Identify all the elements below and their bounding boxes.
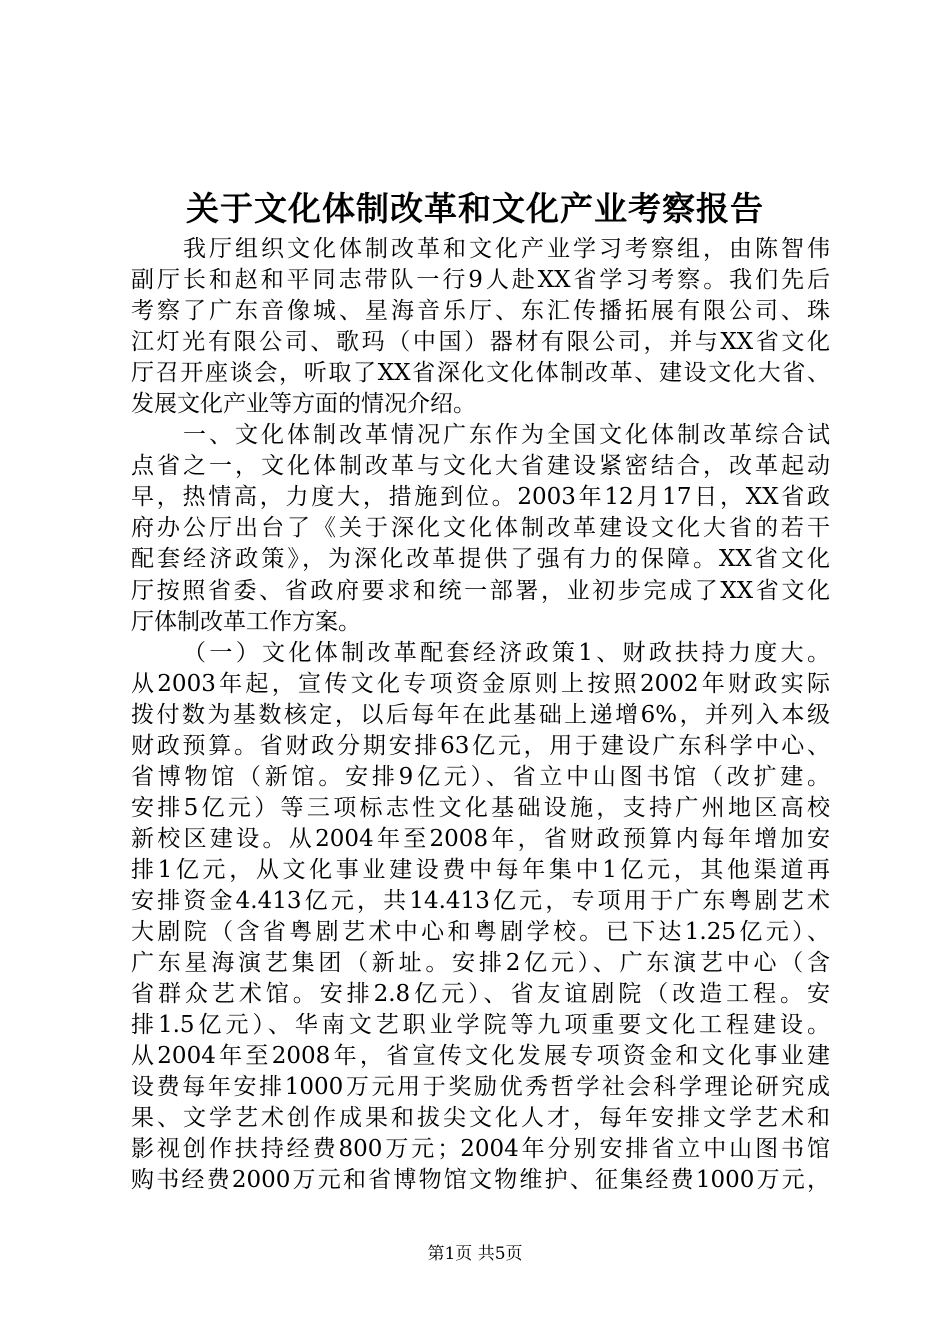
text-line: 财政预算。省财政分期安排63亿元，用于建设广东科学中心、: [131, 732, 830, 759]
text-line: 点省之一，文化体制改革与文化大省建设紧密结合，改革起动: [131, 453, 830, 480]
text-line: 副厅长和赵和平同志带队一行9人赴XX省学习考察。我们先后: [131, 267, 830, 294]
text-line: 排1亿元，从文化事业建设费中每年集中1亿元，其他渠道再: [131, 856, 830, 883]
page-number-footer: 第1页 共5页: [427, 1244, 523, 1264]
text-line: 购书经费2000万元和省博物馆文物维护、征集经费1000万元，: [131, 1167, 830, 1194]
text-line: 拨付数为基数核定，以后每年在此基础上递增6%，并列入本级: [131, 701, 830, 728]
text-line: 配套经济政策》，为深化改革提供了强有力的保障。XX省文化: [131, 546, 830, 573]
text-line: 从2004年至2008年，省宣传文化发展专项资金和文化事业建: [131, 1043, 830, 1070]
text-line: 省群众艺术馆。安排2.8亿元）、省友谊剧院（改造工程。安: [131, 981, 830, 1008]
text-line: （一）文化体制改革配套经济政策1、财政扶持力度大。: [183, 639, 830, 666]
text-line: 省博物馆（新馆。安排9亿元）、省立中山图书馆（改扩建。: [131, 763, 830, 790]
text-line: 安排5亿元）等三项标志性文化基础设施，支持广州地区高校: [131, 794, 830, 821]
text-line: 厅按照省委、省政府要求和统一部署，业初步完成了XX省文化: [131, 577, 830, 604]
text-line: 从2003年起，宣传文化专项资金原则上按照2002年财政实际: [131, 670, 830, 697]
text-line: 大剧院（含省粤剧艺术中心和粤剧学校。已下达1.25亿元）、: [131, 919, 830, 946]
document-body: [131, 234, 830, 1196]
text-line: 广东星海演艺集团（新址。安排2亿元）、广东演艺中心（含: [131, 950, 830, 977]
text-line: 厅体制改革工作方案。: [131, 608, 361, 635]
text-line: 发展文化产业等方面的情况介绍。: [131, 391, 476, 418]
text-line: 新校区建设。从2004年至2008年，省财政预算内每年增加安: [131, 825, 830, 852]
text-line: 厅召开座谈会，听取了XX省深化文化体制改革、建设文化大省、: [131, 360, 830, 387]
text-line: 影视创作扶持经费800万元；2004年分别安排省立中山图书馆: [131, 1136, 830, 1163]
text-line: 府办公厅出台了《关于深化文化体制改革建设文化大省的若干: [131, 515, 830, 542]
text-line: 一、文化体制改革情况广东作为全国文化体制改革综合试: [183, 422, 830, 449]
text-line: 我厅组织文化体制改革和文化产业学习考察组，由陈智伟: [183, 236, 830, 262]
text-line: 安排资金4.413亿元，共14.413亿元，专项用于广东粤剧艺术: [131, 887, 830, 914]
text-line: 设费每年安排1000万元用于奖励优秀哲学社会科学理论研究成: [131, 1074, 830, 1101]
text-line: 早，热情高，力度大，措施到位。2003年12月17日，XX省政: [131, 484, 830, 511]
text-line: 排1.5亿元）、华南文艺职业学院等九项重要文化工程建设。: [131, 1012, 830, 1039]
text-line: 考察了广东音像城、星海音乐厅、东汇传播拓展有限公司、珠: [131, 298, 830, 325]
document-title: 关于文化体制改革和文化产业考察报告: [186, 189, 764, 228]
text-line: 果、文学艺术创作成果和拔尖文化人才，每年安排文学艺术和: [131, 1105, 830, 1132]
text-line: 江灯光有限公司、歌玛（中国）器材有限公司，并与XX省文化: [131, 329, 830, 356]
